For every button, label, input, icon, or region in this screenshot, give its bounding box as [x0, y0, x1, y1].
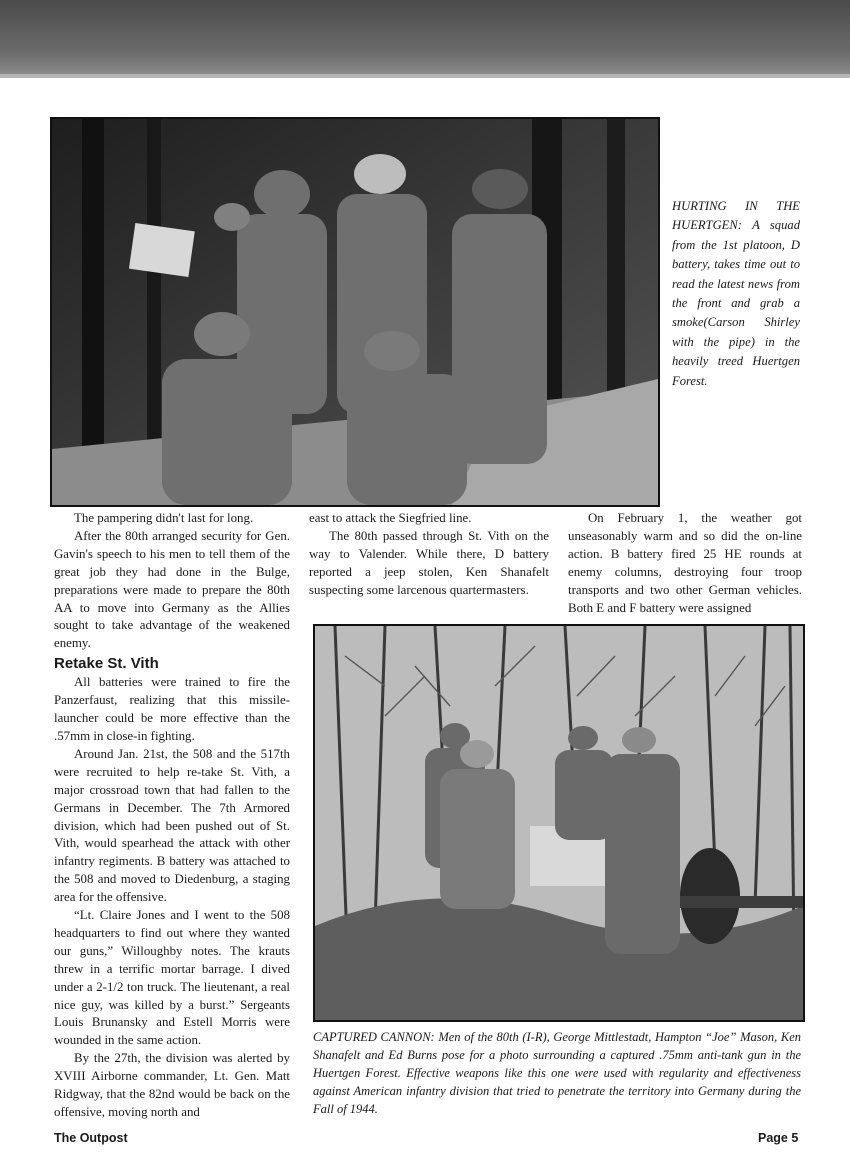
paragraph: All batteries were trained to fire the Panzerfaust, realizing that this missile-launcher could be more effective than the .57mm in close-in fighting. — [54, 675, 290, 743]
page-number: Page 5 — [758, 1131, 799, 1145]
photo-bottom-caption: CAPTURED CANNON: Men of the 80th (I-R), George Mittlestadt, Hampton “Joe” Mason, Ken Shanafelt and Ed Burns pose for a photo surrounding a captured .75mm anti-tank gun in the Huertgen Forest. Effective weapons like this one were used with regularity and effectiveness against American infantry division that tried to penetrate the territory into Germany during the Fall of 1944. — [313, 1030, 801, 1116]
section-heading: Retake St. Vith — [54, 655, 159, 673]
column-2 — [309, 510, 549, 600]
column-3 — [568, 510, 802, 617]
paragraph: The pampering didn't last for long. — [74, 511, 254, 525]
photo-bottom — [313, 624, 805, 1022]
paragraph: The 80th passed through St. Vith on the way to Valender. While there, D battery reported a jeep stolen, Ken Shanafelt suspecting some larcenous quartermasters. — [309, 528, 549, 597]
column-1 — [54, 510, 290, 1122]
photo-top — [50, 117, 660, 507]
paragraph: By the 27th, the division was alerted by XVIII Airborne commander, Lt. Gen. Matt Ridgway, that the 82nd would be back on the offensive, moving north and — [54, 1051, 290, 1119]
paragraph: On February 1, the weather got unseasonably warm and so did the on-line action. B battery fired 25 HE rounds at enemy columns, destroying four troop transports and two other German vehicles. Both E and F battery were assigned — [568, 511, 802, 615]
publication-name: The Outpost — [54, 1131, 128, 1145]
paragraph: east to attack the Siegfried line. — [309, 511, 472, 525]
photo-top-caption: HURTING IN THE HUERTGEN: A squad from the 1st platoon, D battery, takes time out to read the latest news from the front and grab a smoke(Carson Shirley with the pipe) in the heavily treed Huertgen Forest. — [672, 199, 800, 388]
paragraph: Around Jan. 21st, the 508 and the 517th were recruited to help re-take St. Vith, a major crossroad town that had fallen to the Germans in December. The 7th Armored division, which had been pushed out of St. Vith, would spearhead the attack with other infantry regiments. B battery was attached to the 508 and moved to Diedenburg, a staging area for the offensive. — [54, 746, 290, 905]
soldiers-cannon-photo — [315, 626, 803, 1020]
soldiers-forest-photo — [52, 119, 658, 505]
scan-border — [0, 0, 850, 74]
paragraph: “Lt. Claire Jones and I went to the 508 headquarters to find out where they wanted our guns,” Willoughby notes. The krauts threw in a terrific mortar barrage. I dived under a 2-1/2 ton truck. The lieutenant, a real nice guy, was killed by a burst.” Sergeants Louis Brunansky and Estell Morris were wounded in the same action. — [54, 908, 290, 1048]
paragraph: After the 80th arranged security for Gen. Gavin's speech to his men to tell them of the great job they had done in the Bulge, preparations were made to prepare the 80th AA to move into Germany as the Allies sought to take advantage of the weakened enemy. — [54, 528, 290, 651]
scan-edge — [0, 74, 850, 78]
